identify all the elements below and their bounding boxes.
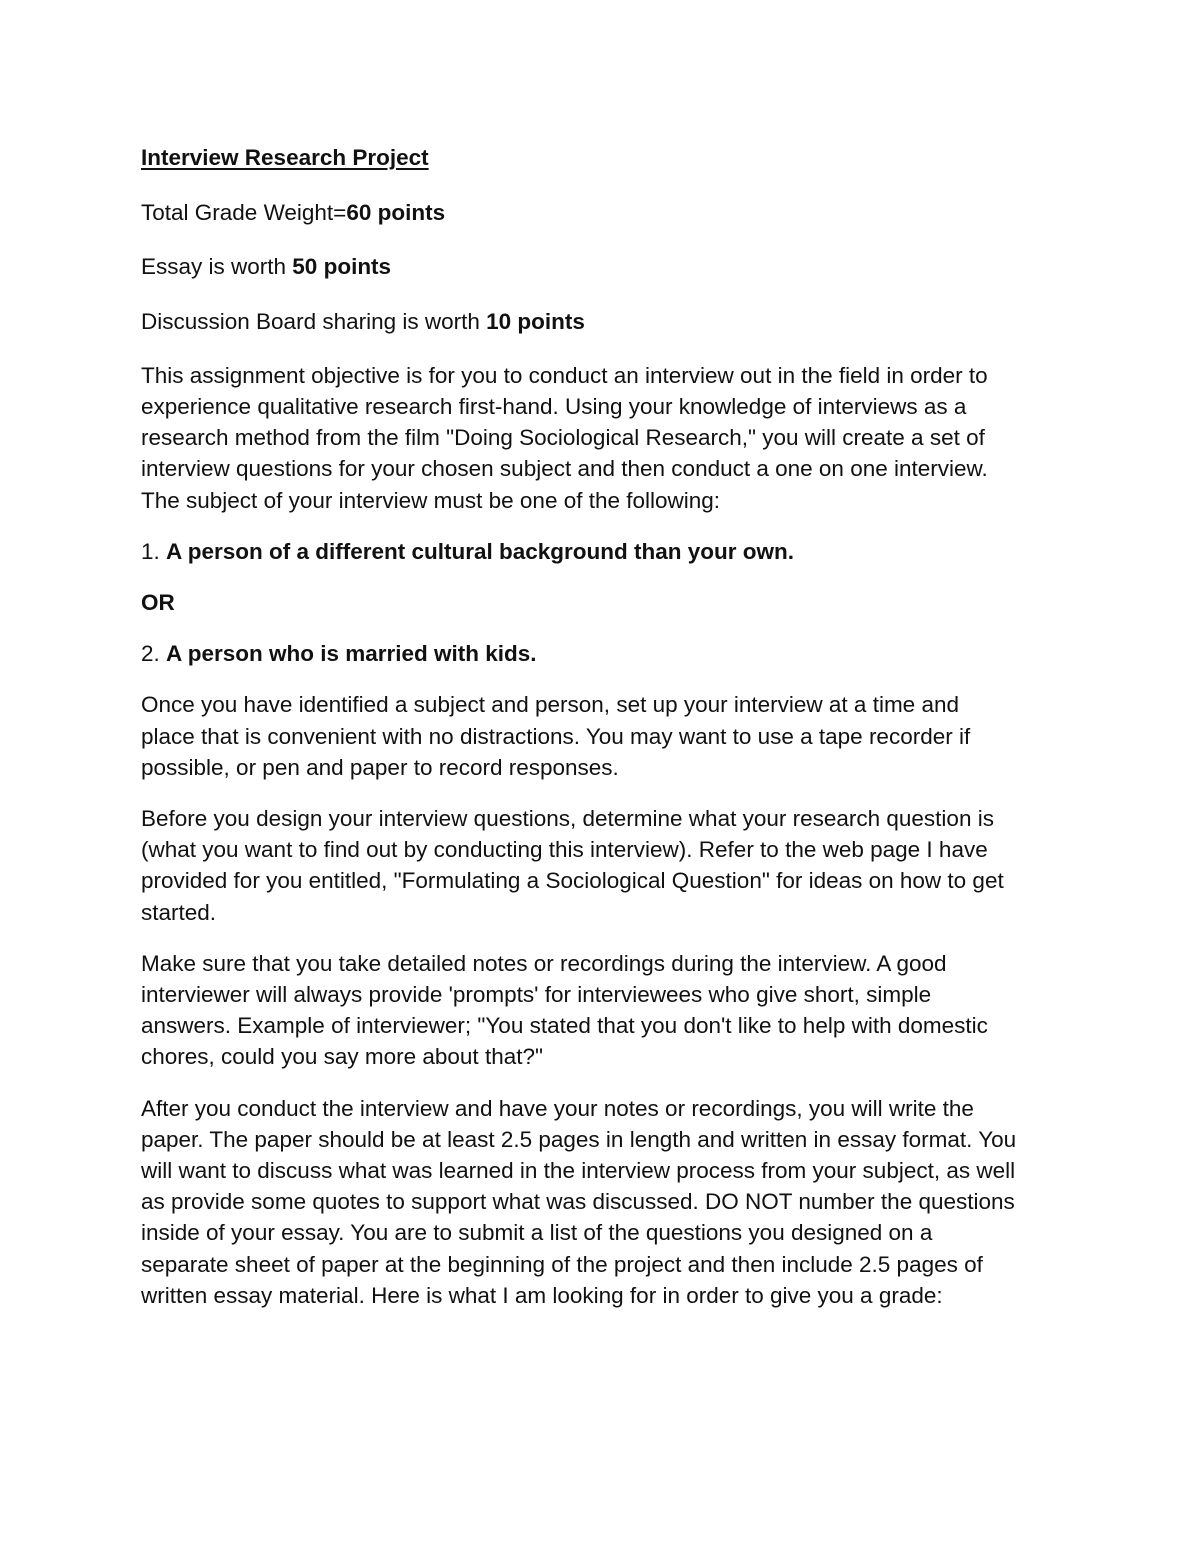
essay-weight bbox=[141, 251, 1071, 282]
paper-paragraph bbox=[141, 1093, 1071, 1311]
design-line: provided for you entitled, "Formulating a Sociological Question" for ideas on how to get bbox=[141, 868, 1004, 894]
intro-line: research method from the film "Doing Sociological Research," you will create a set of bbox=[141, 425, 985, 451]
intro-line: interview questions for your chosen subject and then conduct a one on one interview. bbox=[141, 456, 988, 482]
discussion-weight-label: Discussion Board sharing is worth bbox=[141, 308, 487, 334]
total-grade-label: Total Grade Weight= bbox=[141, 200, 347, 226]
paper-line: separate sheet of paper at the beginning of the project and then include 2.5 pages of bbox=[141, 1251, 983, 1277]
paper-line: as provide some quotes to support what was discussed. DO NOT number the questions bbox=[141, 1189, 1015, 1215]
design-line: Before you design your interview questions, determine what your research question is bbox=[141, 806, 994, 832]
discussion-weight-value: 10 points bbox=[486, 308, 585, 334]
option-text: A person who is married with kids. bbox=[166, 641, 537, 667]
design-paragraph bbox=[141, 803, 1071, 928]
option-number: 1. bbox=[141, 538, 167, 564]
setup-line: possible, or pen and paper to record responses. bbox=[141, 754, 619, 780]
intro-line: This assignment objective is for you to conduct an interview out in the field in order to bbox=[141, 362, 988, 388]
subject-option-1 bbox=[141, 536, 1071, 567]
setup-line: place that is convenient with no distractions. You may want to use a tape recorder if bbox=[141, 723, 971, 749]
document-title: Interview Research Project bbox=[141, 145, 429, 170]
notes-line: chores, could you say more about that?" bbox=[141, 1044, 543, 1070]
option-number: 2. bbox=[141, 641, 167, 667]
total-grade-weight bbox=[141, 197, 1071, 228]
setup-paragraph bbox=[141, 689, 1071, 783]
paper-line: paper. The paper should be at least 2.5 pages in length and written in essay format. You bbox=[141, 1126, 1017, 1152]
notes-line: answers. Example of interviewer; "You stated that you don't like to help with domestic bbox=[141, 1013, 988, 1039]
option-text: A person of a different cultural background than your own. bbox=[166, 538, 794, 564]
design-line: started. bbox=[141, 899, 217, 925]
notes-line: interviewer will always provide 'prompts' for interviewees who give short, simple bbox=[141, 982, 932, 1008]
design-line: (what you want to find out by conducting this interview). Refer to the web page I have bbox=[141, 837, 988, 863]
notes-paragraph bbox=[141, 948, 1071, 1073]
discussion-weight bbox=[141, 306, 1071, 337]
subject-option-2 bbox=[141, 638, 1071, 669]
essay-weight-value: 50 points bbox=[292, 254, 392, 280]
paper-line: inside of your essay. You are to submit a list of the questions you designed on a bbox=[141, 1220, 933, 1246]
paper-line: will want to discuss what was learned in the interview process from your subject, as well bbox=[141, 1158, 1016, 1184]
paper-line: After you conduct the interview and have your notes or recordings, you will write the bbox=[141, 1095, 974, 1121]
notes-line: Make sure that you take detailed notes or recordings during the interview. A good bbox=[141, 950, 947, 976]
intro-line: experience qualitative research first-hand. Using your knowledge of interviews as a bbox=[141, 394, 967, 420]
essay-weight-label: Essay is worth bbox=[141, 254, 293, 280]
intro-paragraph bbox=[141, 360, 1071, 516]
paper-line: written essay material. Here is what I am looking for in order to give you a grade: bbox=[141, 1282, 943, 1308]
document-page bbox=[141, 142, 1071, 1331]
or-separator: OR bbox=[141, 590, 175, 616]
setup-line: Once you have identified a subject and person, set up your interview at a time and bbox=[141, 692, 959, 718]
intro-line: The subject of your interview must be one of the following: bbox=[141, 487, 721, 513]
total-grade-value: 60 points bbox=[346, 200, 446, 226]
